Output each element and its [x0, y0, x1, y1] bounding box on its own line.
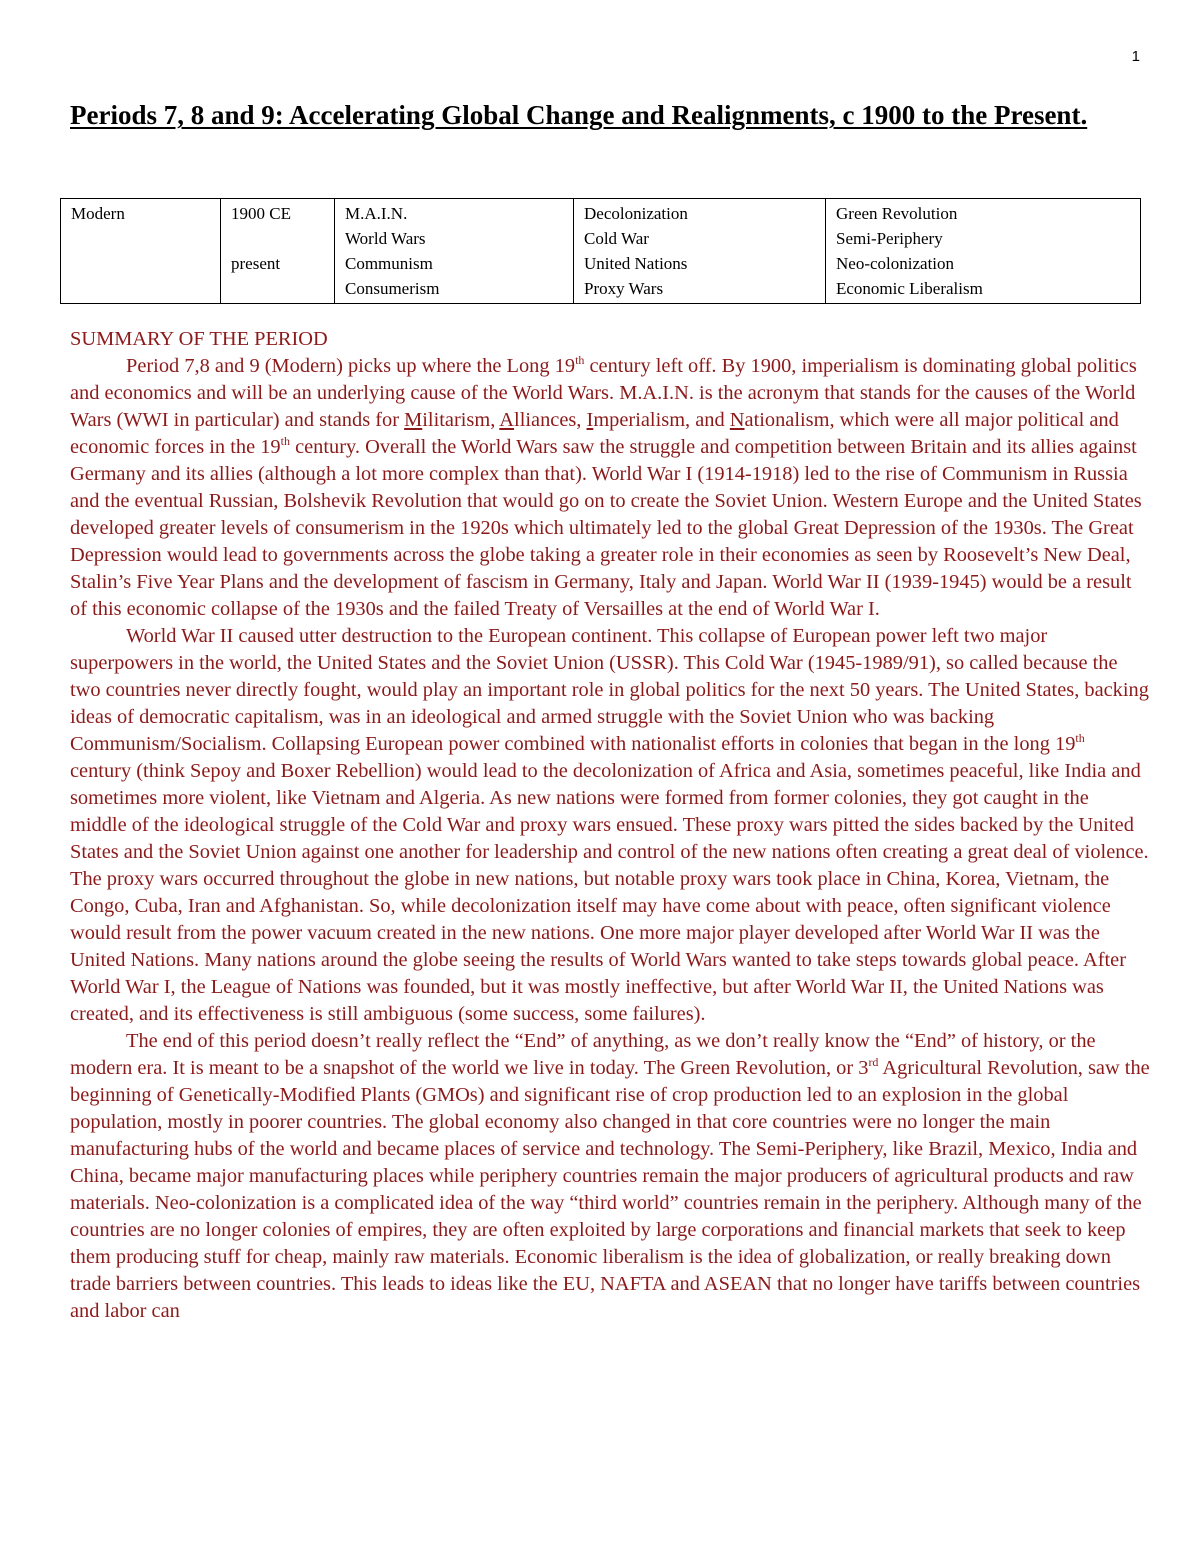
acronym-letter: I — [586, 409, 594, 431]
summary-section — [70, 326, 1150, 1325]
page-number: 1 — [1131, 48, 1140, 65]
text-run: Agricultural Revolution, saw the beginning of Genetically-Modified Plants (GMOs) and significant rise of crop production led to an explosion in the global population, mostly in poorer countries. The global economy also changed in that core countries were no longer the main manufacturing hubs of the world and became places of service and technology. The Semi-Periphery, like Brazil, Mexico, India and China, became major manufacturing places while periphery countries remain the major producers of agricultural products and raw materials. Neo-colonization is a complicated idea of the way “third world” countries remain in the periphery. Although many of the countries are no longer colonies of empires, they are often exploited by large corporations and financial markets that seek to keep them producing stuff for cheap, mainly raw materials. Economic liberalism is the idea of globalization, or really breaking down trade barriers between countries. This leads to ideas like the EU, NAFTA and ASEAN that no longer have tariffs between countries and labor can — [70, 1057, 1150, 1322]
concept-item: Communism — [345, 254, 433, 273]
table-row — [61, 199, 1141, 304]
concept-item: Neo-colonization — [836, 254, 955, 273]
text-run: The end of this period doesn’t really reflect the “End” of anything, as we don’t really know the “End” of history, or the modern era. It is meant to be a snapshot of the world we live in today. The Green Revolution, or 3 — [70, 1030, 1096, 1079]
concept-item: Green Revolution — [836, 204, 958, 223]
period-overview-table — [60, 198, 1141, 304]
date-end: present — [231, 254, 281, 273]
superscript: th — [280, 434, 290, 449]
concept-item: World Wars — [345, 229, 426, 248]
concept-item: United Nations — [584, 254, 688, 273]
page-title: Periods 7, 8 and 9: Accelerating Global Change and Realignments, c 1900 to the Present. — [70, 100, 1088, 130]
summary-paragraph-1 — [70, 353, 1150, 623]
era-label: Modern — [71, 204, 125, 223]
concept-item: M.A.I.N. — [345, 204, 408, 223]
text-run: century (think Sepoy and Boxer Rebellion) would lead to the decolonization of Africa and Asia, sometimes peaceful, like India and sometimes more violent, like Vietnam and Algeria. As new nations were formed from former colonies, they got caught in the middle of the ideological struggle of the Cold War and proxy wars ensued. These proxy wars pitted the sides backed by the United States and the Soviet Union against one another for leadership and control of the new nations often creating a great deal of violence. The proxy wars occurred throughout the globe in new nations, but notable proxy wars took place in China, Korea, Vietnam, the Congo, Cuba, Iran and Afghanistan. So, while decolonization itself may have come about with peace, often significant violence would result from the power vacuum created in the new nations. One more major player developed after World War II was the United Nations. Many nations around the globe seeing the results of World Wars wanted to take steps towards global peace. After World War I, the League of Nations was founded, but it was mostly ineffective, but after World War II, the United Nations was created, and its effectiveness is still ambiguous (some success, some failures). — [70, 760, 1149, 1025]
text-run: century. Overall the World Wars saw the struggle and competition between Britain and its allies against Germany and its allies (although a lot more complex than that). World War I (1914-1918) led to the rise of Communism in Russia and the eventual Russian, Bolshevik Revolution that would go on to create the Soviet Union. Western Europe and the United States developed greater levels of consumerism in the 1920s which ultimately led to the global Great Depression of the 1930s. The Great Depression would lead to governments across the globe taking a greater role in their economies as seen by Roosevelt’s New Deal, Stalin’s Five Year Plans and the development of fascism in Germany, Italy and Japan. World War II (1939-1945) would be a result of this economic collapse of the 1930s and the failed Treaty of Versailles at the end of World War I. — [70, 436, 1142, 620]
concept-item: Semi-Periphery — [836, 229, 943, 248]
acronym-letter: A — [499, 409, 515, 431]
superscript: th — [1075, 731, 1085, 746]
text-run: ationalism, which were all major political and economic forces in the 19 — [70, 409, 1119, 458]
text-run: lliances, — [514, 409, 587, 431]
superscript: rd — [868, 1055, 879, 1070]
text-run: World War II caused utter destruction to the European continent. This collapse of European power left two major superpowers in the world, the United States and the Soviet Union (USSR). This Cold War (1945-1989/91), so called because the two countries never directly fought, would play an important role in global politics for the next 50 years. The United States, backing ideas of democratic capitalism, was in an ideological and armed struggle with the Soviet Union who was backing Communism/Socialism. Collapsing European power combined with nationalist efforts in colonies that began in the long 19 — [70, 625, 1149, 755]
concept-item: Decolonization — [584, 204, 688, 223]
concept-item: Consumerism — [345, 279, 440, 298]
acronym-letter: N — [729, 409, 745, 431]
text-run: Period 7,8 and 9 (Modern) picks up where the Long 19 — [126, 355, 576, 377]
concepts-cell-3 — [826, 199, 1141, 304]
summary-paragraph-3 — [70, 1028, 1150, 1325]
concept-item: Cold War — [584, 229, 649, 248]
acronym-letter: M — [404, 409, 423, 431]
era-cell — [61, 199, 221, 304]
concept-item: Proxy Wars — [584, 279, 664, 298]
date-range-cell — [221, 199, 335, 304]
summary-paragraph-2 — [70, 623, 1150, 1028]
concepts-cell-2 — [574, 199, 826, 304]
date-start: 1900 CE — [231, 204, 291, 223]
summary-heading: SUMMARY OF THE PERIOD — [70, 328, 328, 350]
concepts-cell-1 — [335, 199, 574, 304]
text-run: century left off. By 1900, imperialism is dominating global politics and economics and will be an underlying cause of the World Wars. M.A.I.N. is the acronym that stands for the causes of the World Wars (WWI in particular) and stands for — [70, 355, 1137, 431]
concept-item: Economic Liberalism — [836, 279, 983, 298]
text-run: mperialism, and — [593, 409, 730, 431]
spacer — [231, 226, 324, 251]
superscript: th — [575, 353, 585, 368]
text-run: ilitarism, — [422, 409, 500, 431]
